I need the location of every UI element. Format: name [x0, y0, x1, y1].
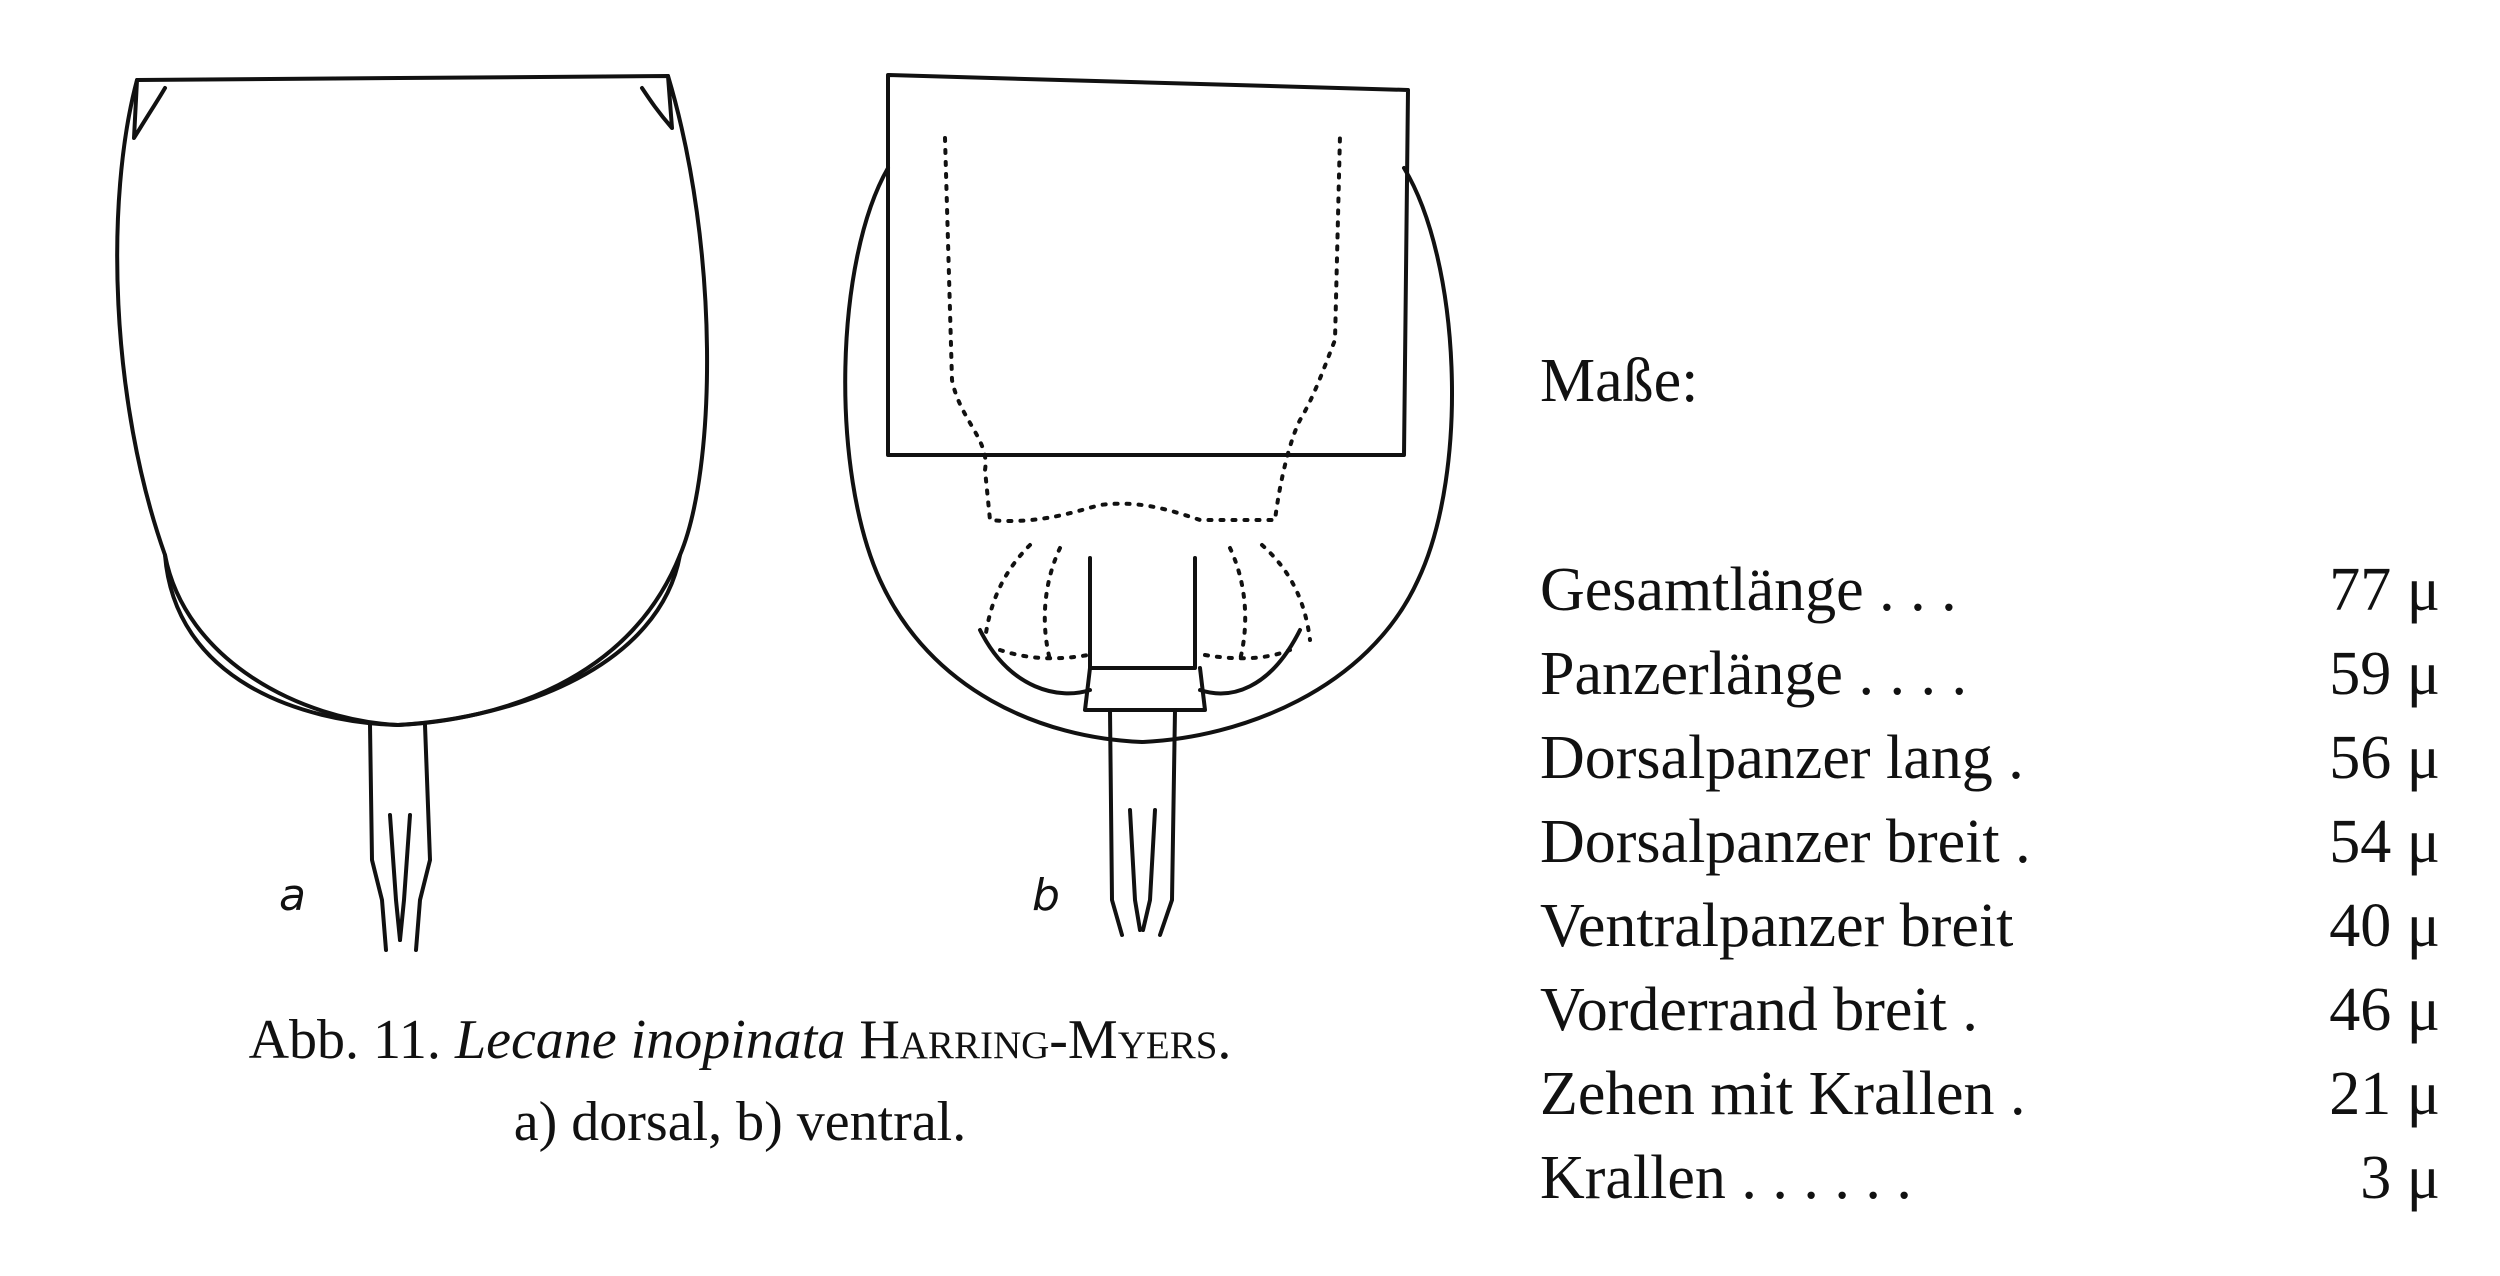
measurement-label: Vorderrand breit .	[1540, 976, 1978, 1044]
measurement-value: 21 μ	[2329, 1060, 2440, 1128]
caption-prefix: Abb. 11.	[248, 1009, 441, 1071]
measurement-value: 40 μ	[2329, 892, 2440, 960]
measurements-heading: Maße:	[1540, 347, 1699, 415]
ventral-view-drawing	[845, 75, 1452, 935]
dorsal-view-drawing	[117, 76, 707, 950]
measurement-label: Gesamtlänge . . .	[1540, 556, 1957, 624]
measurement-row	[1540, 800, 2440, 884]
measurement-value: 59 μ	[2329, 640, 2440, 708]
measurement-row	[1540, 1052, 2440, 1136]
measurement-value: 54 μ	[2329, 808, 2440, 876]
figure-caption-line1	[60, 1008, 1420, 1072]
measurement-label: Dorsalpanzer lang .	[1540, 724, 2024, 792]
measurement-value: 46 μ	[2329, 976, 2440, 1044]
measurement-row	[1540, 632, 2440, 716]
measurement-label: Dorsalpanzer breit .	[1540, 808, 2031, 876]
measurements-table	[1540, 548, 2440, 1220]
caption-author: Harring-Myers.	[859, 1009, 1232, 1071]
measurement-row	[1540, 1136, 2440, 1220]
caption-species: Lecane inopinata	[454, 1009, 846, 1071]
measurement-label: Krallen . . . . . .	[1540, 1144, 1912, 1212]
measurement-value: 56 μ	[2329, 724, 2440, 792]
measurement-row	[1540, 716, 2440, 800]
figure-label-b: b	[1032, 870, 1060, 921]
measurement-label: Ventralpanzer breit	[1540, 892, 2014, 960]
ventral-dotted-outline	[945, 135, 1340, 660]
figure-label-a: a	[279, 870, 306, 921]
measurement-value: 3 μ	[2360, 1144, 2440, 1212]
figure-caption-line2: a) dorsal, b) ventral.	[513, 1091, 967, 1153]
measurement-row	[1540, 968, 2440, 1052]
measurement-label: Panzerlänge . . . .	[1540, 640, 1967, 708]
measurement-label: Zehen mit Krallen .	[1540, 1060, 2026, 1128]
measurement-row	[1540, 548, 2440, 632]
measurement-value: 77 μ	[2329, 556, 2440, 624]
measurement-row	[1540, 884, 2440, 968]
